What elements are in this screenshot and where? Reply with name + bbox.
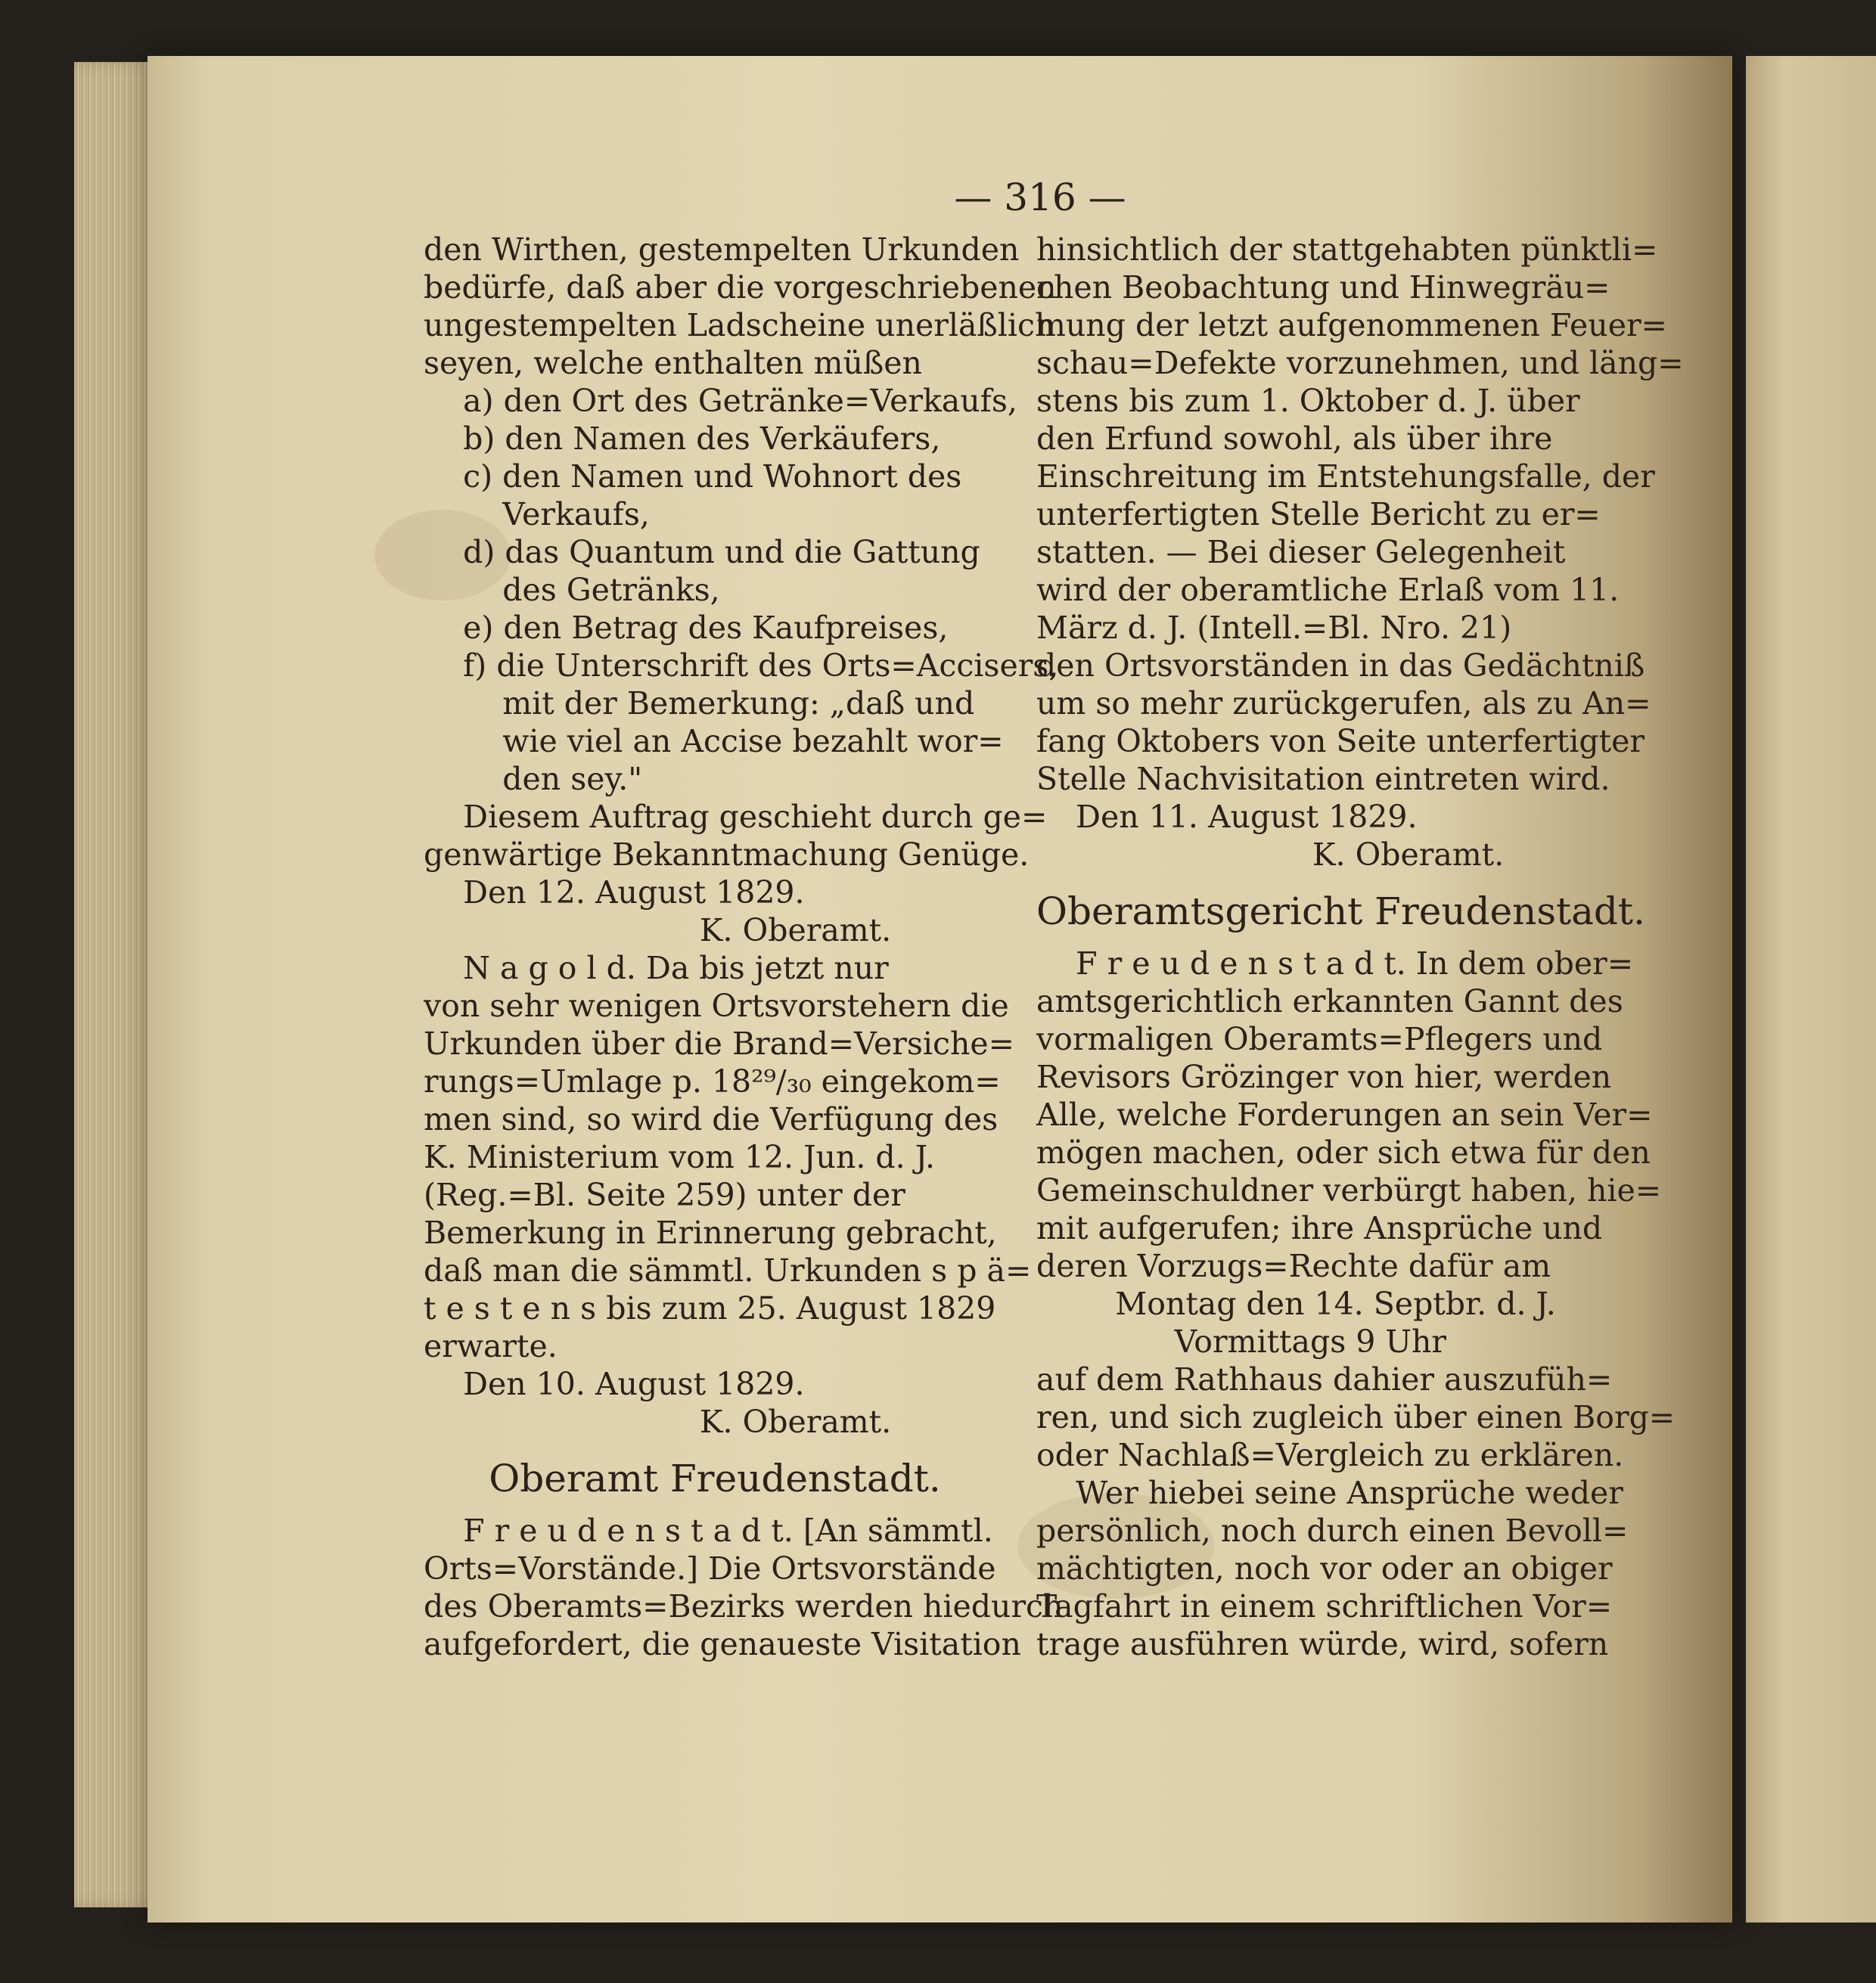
- text-line: Revisors Grözinger von hier, werden: [1036, 1059, 1612, 1095]
- list-item-b: b) den Namen des Verkäufers,: [424, 420, 941, 457]
- text-line: des Oberamts=Bezirks werden hiedurch: [424, 1588, 1064, 1625]
- text-line: stens bis zum 1. Oktober d. J. über: [1036, 383, 1580, 419]
- left-paragraphs-a: [424, 231, 1059, 1441]
- text-line: ungestempelten Ladscheine unerläßlich: [424, 307, 1055, 343]
- text-line: t e s t e n s bis zum 25. August 1829: [424, 1290, 996, 1327]
- text-line: Bemerkung in Erinnerung gebracht,: [424, 1215, 997, 1251]
- text-line: wird der oberamtliche Erlaß vom 11.: [1036, 572, 1620, 608]
- text-line: rungs=Umlage p. 18²⁹/₃₀ eingekom=: [424, 1063, 1001, 1100]
- text-line: Alle, welche Forderungen an sein Ver=: [1036, 1097, 1653, 1133]
- text-line: Urkunden über die Brand=Versiche=: [424, 1026, 1014, 1062]
- text-line: F r e u d e n s t a d t. In dem ober=: [1036, 945, 1634, 982]
- text-line: Tagfahrt in einem schriftlichen Vor=: [1036, 1588, 1613, 1625]
- text-line: auf dem Rathhaus dahier auszufüh=: [1036, 1361, 1613, 1398]
- list-item-c: c) den Namen und Wohnort des: [424, 458, 962, 495]
- text-line: den Erfund sowohl, als über ihre: [1036, 420, 1553, 457]
- text-line: N a g o l d. Da bis jetzt nur: [424, 950, 889, 986]
- text-line: Wer hiebei seine Ansprüche weder: [1036, 1475, 1623, 1511]
- time-line: Vormittags 9 Uhr: [1036, 1324, 1446, 1360]
- text-line: mit aufgerufen; ihre Ansprüche und: [1036, 1210, 1603, 1246]
- signature-line: K. Oberamt.: [424, 912, 892, 948]
- text-line: K. Ministerium vom 12. Jun. d. J.: [424, 1139, 936, 1175]
- date-line: Den 12. August 1829.: [424, 874, 805, 911]
- text-line: Stelle Nachvisitation eintreten wird.: [1036, 761, 1610, 797]
- date-line: Den 11. August 1829.: [1036, 799, 1418, 835]
- page-number: — 316 —: [954, 175, 1126, 219]
- text-line: chen Beobachtung und Hinwegräu=: [1036, 269, 1610, 306]
- text-line: amtsgerichtlich erkannten Gannt des: [1036, 983, 1623, 1019]
- text-line: hinsichtlich der stattgehabten pünktli=: [1036, 231, 1658, 268]
- left-text-column: [424, 231, 1064, 1663]
- text-line: men sind, so wird die Verfügung des: [424, 1101, 999, 1137]
- text-line: schau=Defekte vorzunehmen, und läng=: [1036, 345, 1684, 381]
- text-line: um so mehr zurückgerufen, als zu An=: [1036, 685, 1651, 722]
- section-heading: Oberamtsgericht Freudenstadt.: [1036, 889, 1645, 933]
- text-line: erwarte.: [424, 1328, 558, 1364]
- text-line: den Wirthen, gestempelten Urkunden: [424, 231, 1020, 268]
- text-line: unterfertigten Stelle Bericht zu er=: [1036, 496, 1601, 532]
- text-line: oder Nachlaß=Vergleich zu erklären.: [1036, 1437, 1624, 1473]
- text-line: ren, und sich zugleich über einen Borg=: [1036, 1399, 1676, 1435]
- text-line: aufgefordert, die genaueste Visitation: [424, 1626, 1021, 1662]
- date-line: Den 10. August 1829.: [424, 1366, 805, 1402]
- text-line: daß man die sämmtl. Urkunden s p ä=: [424, 1252, 1032, 1289]
- text-line: von sehr wenigen Ortsvorstehern die: [424, 988, 1009, 1024]
- text-line: mit der Bemerkung: „daß und: [424, 685, 975, 722]
- text-line: Orts=Vorstände.] Die Ortsvorstände: [424, 1550, 996, 1587]
- right-paragraphs-b: [1036, 945, 1676, 1663]
- text-line: Einschreitung im Entstehungsfalle, der: [1036, 458, 1655, 495]
- text-line: seyen, welche enthalten müßen: [424, 345, 922, 381]
- text-line: bedürfe, daß aber die vorgeschriebenen: [424, 269, 1057, 306]
- text-line: deren Vorzugs=Rechte dafür am: [1036, 1248, 1551, 1284]
- text-line: fang Oktobers von Seite unterfertigter: [1036, 723, 1645, 759]
- right-text-column: [1036, 231, 1684, 1663]
- left-paragraphs-b: [424, 1512, 1064, 1663]
- text-line: trage ausführen würde, wird, sofern: [1036, 1626, 1609, 1662]
- text-line: genwärtige Bekanntmachung Genüge.: [424, 836, 1030, 873]
- text-line: Verkaufs,: [424, 496, 650, 532]
- text-line: Diesem Auftrag geschieht durch ge=: [424, 799, 1048, 835]
- list-item-d: d) das Quantum und die Gattung: [424, 534, 980, 570]
- text-line: persönlich, noch durch einen Bevoll=: [1036, 1513, 1629, 1549]
- text-line: mung der letzt aufgenommenen Feuer=: [1036, 307, 1667, 343]
- list-item-e: e) den Betrag des Kaufpreises,: [424, 610, 949, 646]
- text-line: mögen machen, oder sich etwa für den: [1036, 1134, 1651, 1171]
- signature-line: K. Oberamt.: [424, 1404, 892, 1440]
- text-line: mächtigten, noch vor oder an obiger: [1036, 1550, 1613, 1587]
- text-line: März d. J. (Intell.=Bl. Nro. 21): [1036, 610, 1512, 646]
- text-line: wie viel an Accise bezahlt wor=: [424, 723, 1004, 759]
- text-line: statten. — Bei dieser Gelegenheit: [1036, 534, 1566, 570]
- list-item-f: f) die Unterschrift des Orts=Accisers,: [424, 647, 1059, 684]
- text-line: F r e u d e n s t a d t. [An sämmtl.: [424, 1513, 993, 1549]
- section-heading: Oberamt Freudenstadt.: [489, 1457, 941, 1500]
- text-line: (Reg.=Bl. Seite 259) unter der: [424, 1177, 905, 1213]
- text-line: Gemeinschuldner verbürgt haben, hie=: [1036, 1172, 1662, 1209]
- text-line: des Getränks,: [424, 572, 720, 608]
- date-line: Montag den 14. Septbr. d. J.: [1036, 1286, 1556, 1322]
- facing-page-edge: [1746, 56, 1876, 1922]
- right-paragraphs-a: [1036, 231, 1684, 874]
- text-line: vormaligen Oberamts=Pflegers und: [1036, 1021, 1603, 1057]
- text-line: den Ortsvorständen in das Gedächtniß: [1036, 647, 1645, 684]
- text-line: den sey.": [424, 761, 643, 797]
- list-item-a: a) den Ort des Getränke=Verkaufs,: [424, 383, 1017, 419]
- signature-line: K. Oberamt.: [1036, 836, 1505, 873]
